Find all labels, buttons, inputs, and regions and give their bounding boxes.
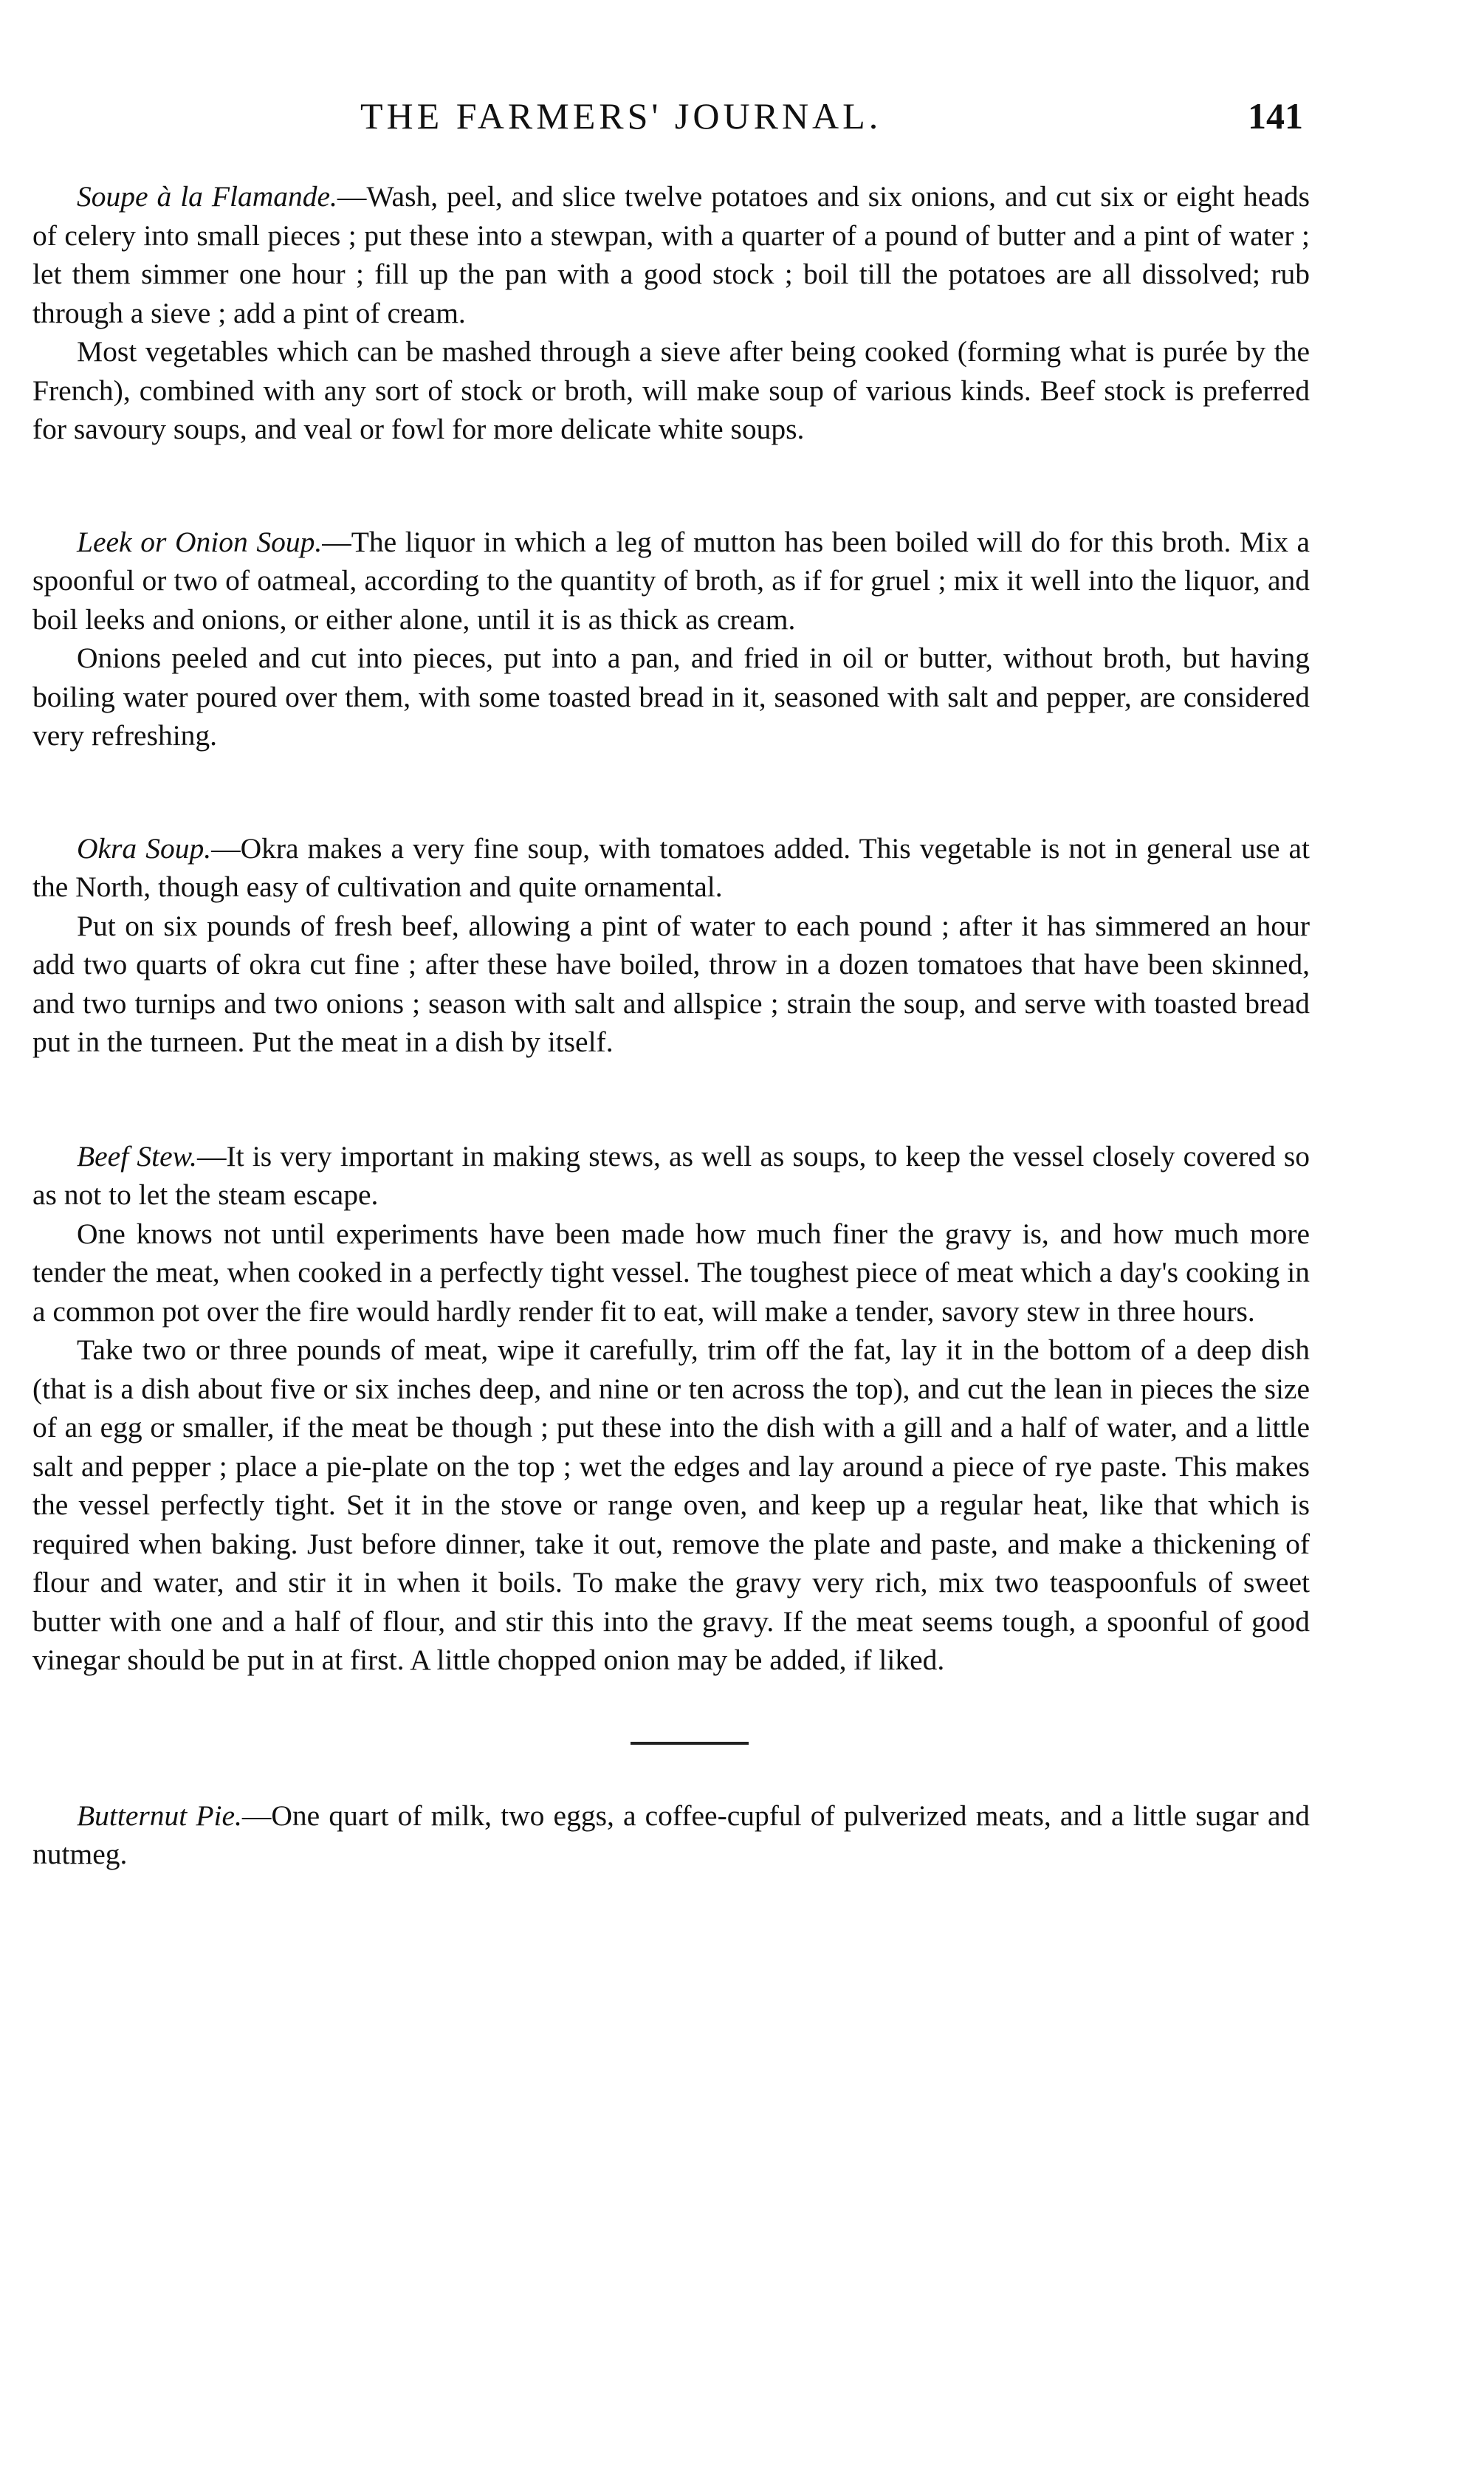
recipe-paragraph [32, 829, 1310, 907]
recipe-paragraph [32, 1137, 1310, 1215]
recipe-paragraph: Most vegetables which can be mashed through a sieve after being cooked (forming what is purée by the French), combined with any sort of stock or broth, will make soup of various kinds. Beef stock is preferred for savoury soups, and veal or fowl for more delicate white soups. [32, 335, 1310, 445]
recipe-paragraph [32, 1796, 1310, 1874]
recipe-title: Beef Stew. [77, 1139, 197, 1173]
recipe-paragraph [32, 523, 1310, 639]
running-title: THE FARMERS' JOURNAL. [360, 95, 882, 137]
recipe-text: —Wash, peel, and slice twelve potatoes and six onions, and cut six or eight heads of celery into small pieces ; put these into a stewpan, with a quarter of a pound of butter and a pint of water ; let them simmer one hour ; fill up the pan with a good stock ; boil till the potatoes are all dissolved; rub through a sieve ; add a pint of cream. [32, 180, 1310, 329]
recipe-text: —One quart of milk, two eggs, a coffee-cupful of pulverized meats, and a little sugar and nutmeg. [32, 1799, 1310, 1870]
recipe-text: —The liquor in which a leg of mutton has been boiled will do for this broth. Mix a spoonful or two of oatmeal, according to the quantity of broth, as if for gruel ; mix it well into the liquor, and boil leeks and onions, or either alone, until it is as thick as cream. [32, 525, 1310, 636]
recipe-text: —Okra makes a very fine soup, with tomatoes added. This vegetable is not in general use at the North, though easy of cultivation and quite ornamental. [32, 831, 1310, 903]
recipe-paragraph: One knows not until experiments have been made how much finer the gravy is, and how much more tender the meat, when cooked in a perfectly tight vessel. The toughest piece of meat which a day's cooking in a common pot over the fire would hardly render fit to eat, will make a tender, savory stew in three hours. [32, 1217, 1310, 1328]
section-divider [631, 1742, 749, 1745]
recipe-title: Butternut Pie. [77, 1799, 242, 1832]
recipe-paragraph: Onions peeled and cut into pieces, put into a pan, and fried in oil or butter, without broth, but having boiling water poured over them, with some toasted bread in it, seasoned with salt and pepper, are considered very refreshing. [32, 642, 1310, 752]
recipe-title: Soupe à la Flamande. [77, 180, 337, 213]
page-number: 141 [1248, 95, 1303, 137]
recipe-text: —It is very important in making stews, as well as soups, to keep the vessel closely covered so as not to let the steam escape. [32, 1139, 1310, 1211]
recipe-title: Leek or Onion Soup. [77, 525, 323, 558]
page-body [32, 177, 1310, 1874]
recipe-soupe-a-la-flamande [32, 177, 1310, 449]
recipe-paragraph: Take two or three pounds of meat, wipe it carefully, trim off the fat, lay it in the bottom of a deep dish (that is a dish about five or six inches deep, and nine or ten across the top), and cut the lean in pieces the size of an egg or smaller, if the meat be though ; put these into the dish with a gill and a half of water, and a little salt and pepper ; place a pie-plate on the top ; wet the edges and lay around a piece of rye paste. This makes the vessel perfectly tight. Set it in the stove or range oven, and keep up a regular heat, like that which is required when baking. Just before dinner, take it out, remove the plate and paste, and make a thickening of flour and water, and stir it in when it boils. To make the gravy very rich, mix two teaspoonfuls of sweet butter with one and a half of flour, and stir this into the gravy. If the meat seems tough, a spoonful of good vinegar should be put in at first. A little chopped onion may be added, if liked. [32, 1333, 1310, 1676]
recipe-butternut-pie [32, 1796, 1310, 1874]
recipe-paragraph [32, 177, 1310, 332]
recipe-title: Okra Soup. [77, 831, 212, 865]
page-header [0, 95, 1484, 154]
recipe-leek-or-onion-soup [32, 523, 1310, 755]
recipe-paragraph: Put on six pounds of fresh beef, allowing a pint of water to each pound ; after it has simmered an hour add two quarts of okra cut fine ; after these have boiled, throw in a dozen tomatoes that have been skinned, and two turnips and two onions ; season with salt and allspice ; strain the soup, and serve with toasted bread put in the turneen. Put the meat in a dish by itself. [32, 909, 1310, 1058]
recipe-beef-stew [32, 1137, 1310, 1680]
recipe-okra-soup [32, 829, 1310, 1062]
